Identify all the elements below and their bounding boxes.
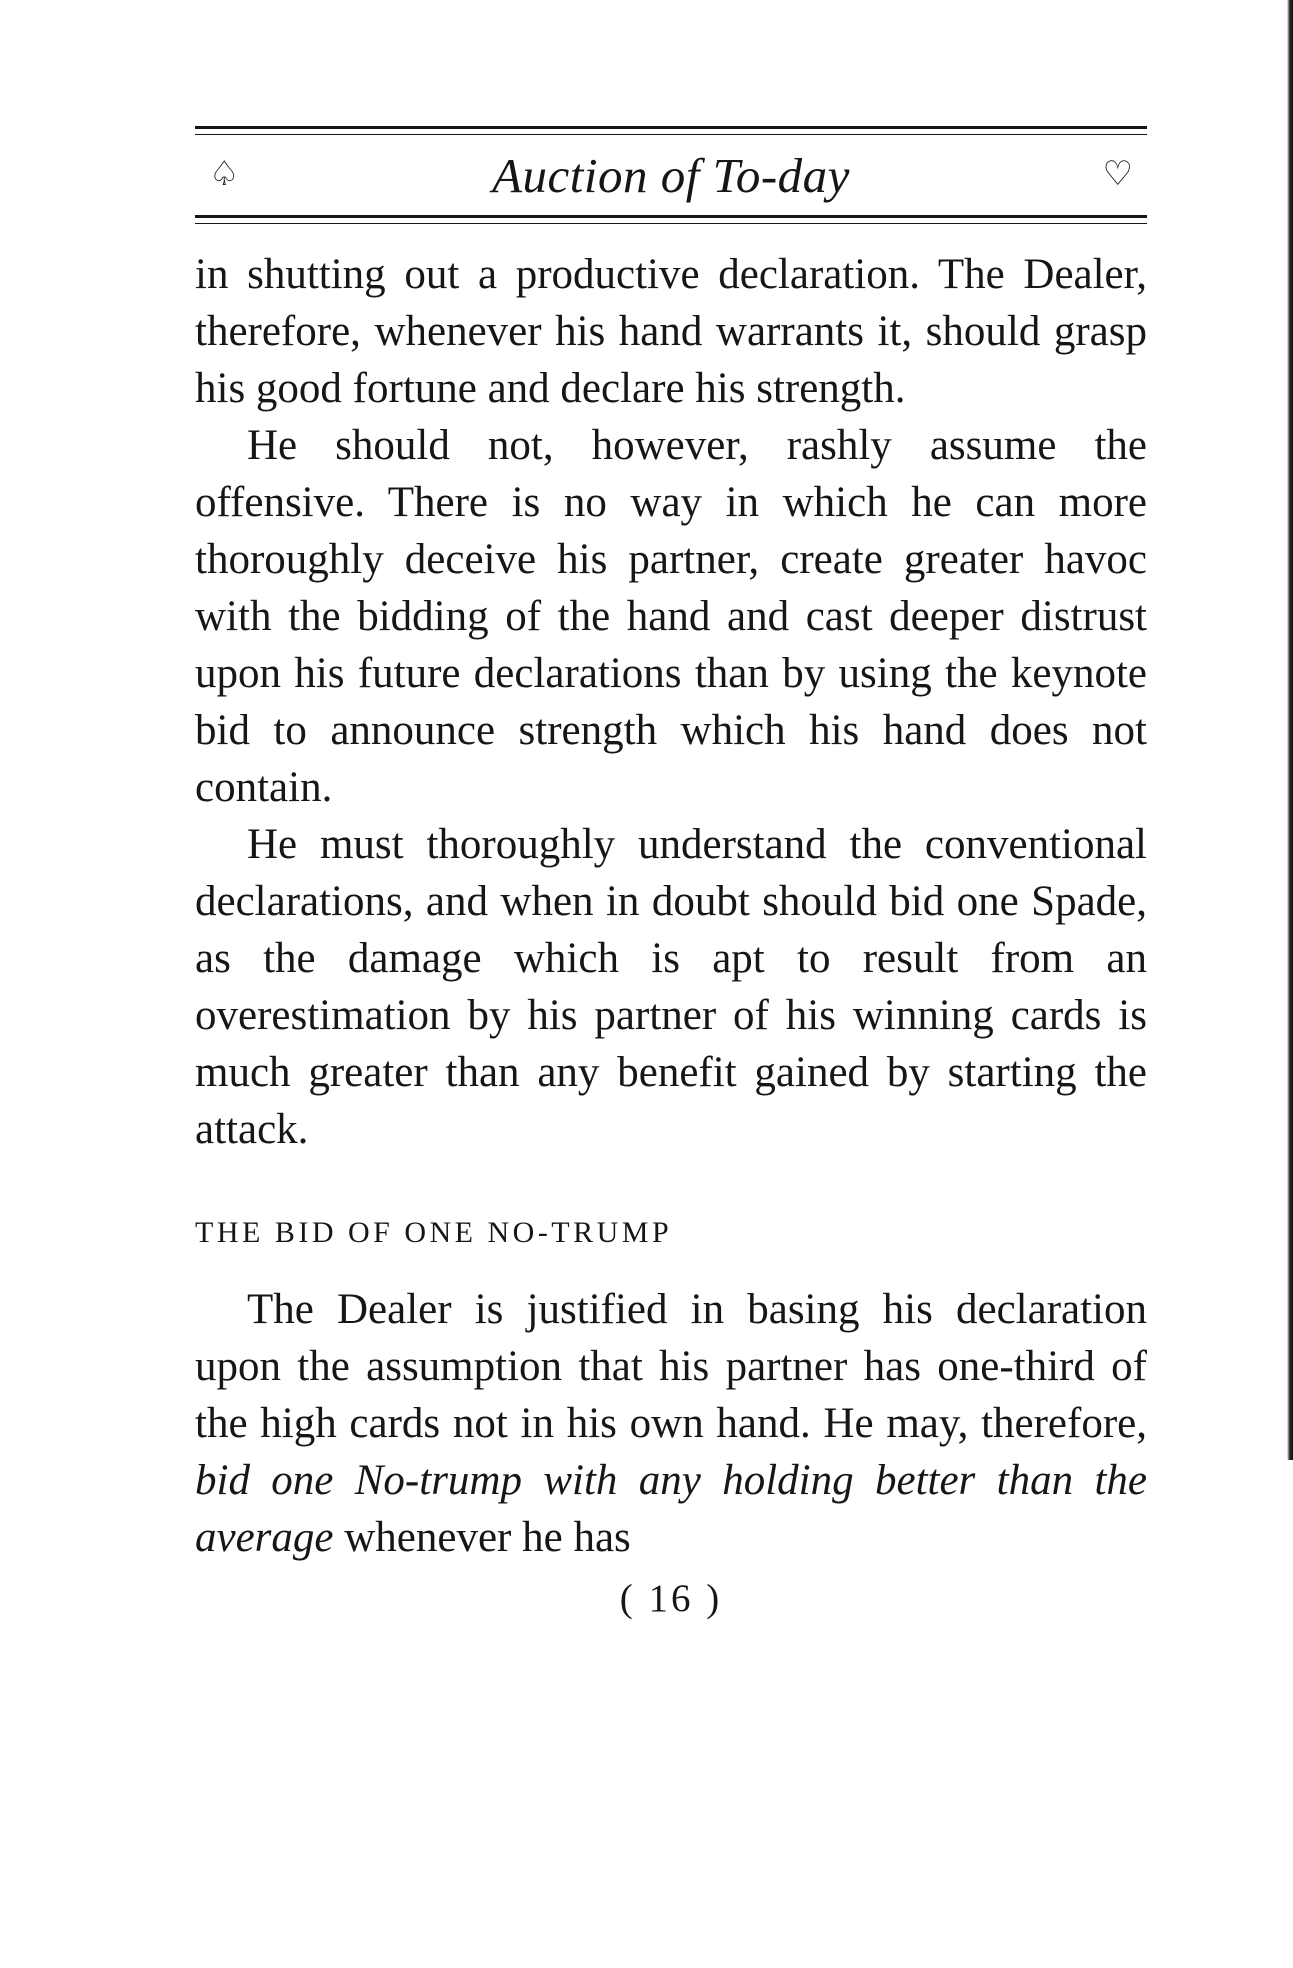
section-heading: THE BID OF ONE NO-TRUMP xyxy=(195,1216,673,1249)
paragraph-no-trump-end: whenever he has xyxy=(333,1514,631,1561)
paragraph-no-trump-start: The Dealer is justified in basing his declaration upon the assumption that his partner has one-third of the high cards not in his own hand. He may, therefore, xyxy=(195,1286,1147,1447)
paragraph-offensive: He should not, however, rashly assume the offensive. There is no way in which he can more thoroughly deceive his partner, create greater havoc with the bidding of the hand and cast deeper distrust upon his future declarations than by using the keynote bid to announce strength which his hand does not contain. xyxy=(195,422,1147,811)
heart-outline-icon: ♡ xyxy=(1102,156,1133,193)
body-text xyxy=(195,246,1147,1566)
page-number: ( 16 ) xyxy=(619,1577,723,1620)
book-page xyxy=(195,126,1147,1621)
paragraph-no-trump-emphasis: bid one No-trump with any holding better than the average xyxy=(195,1457,1147,1561)
paragraph-no-trump xyxy=(195,1281,1147,1566)
header-rule-top xyxy=(195,126,1147,135)
paragraph-continuation: in shutting out a productive declaration. The Dealer, therefore, whenever his hand warrants it, should grasp his good fortune and declare his strength. xyxy=(195,251,1147,412)
running-head xyxy=(195,135,1147,215)
page-edge-shadow xyxy=(1287,0,1293,1460)
spade-outline-icon: ♤ xyxy=(209,156,240,193)
header-rule-bottom xyxy=(195,215,1147,224)
paragraph-conventional: He must thoroughly understand the conventional declarations, and when in doubt should bid one Spade, as the damage which is apt to result from an overestimation by his partner of his winning cards is much greater than any benefit gained by starting the attack. xyxy=(195,821,1147,1153)
running-title: Auction of To-day xyxy=(492,147,850,203)
